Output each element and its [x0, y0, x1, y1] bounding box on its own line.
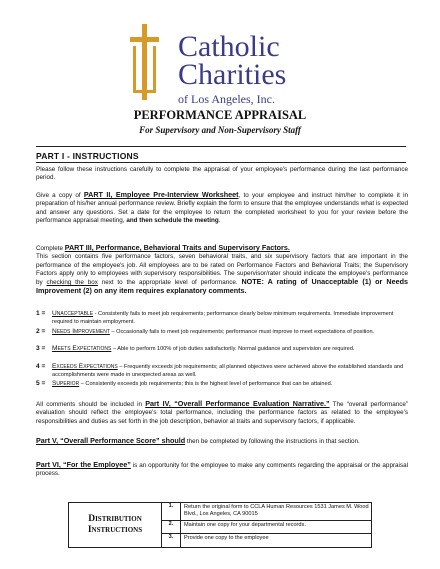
part6-paragraph: [36, 461, 408, 479]
intro-paragraph: Please follow these instructions carefully to complete the appraisal of your employee's performance during the last performance period.: [36, 166, 408, 182]
logo-text-location: of Los Angeles, Inc.: [178, 92, 275, 106]
rating-description: - Consistently fails to meet job requirements; performance clearly below minimum requirements. Immediate improvement required to maintain employment.: [52, 311, 394, 325]
distribution-label: [69, 503, 162, 547]
distribution-item-text: Return the original form to CCLA Human Resources 1531 James M. Wood Blvd., Los Angeles, CA 90015: [184, 504, 369, 517]
rating-description: – Frequently exceeds job requirements; all planned objectives were achieved above the established standards and accomplishments were made in unexpected areas as well.: [52, 364, 404, 378]
distribution-item: [162, 503, 371, 521]
rating-label: Unacceptable: [52, 310, 94, 317]
part5-reference: Part V, “Overall Performance Score” should: [36, 436, 186, 445]
rating-number: 3 =: [36, 345, 46, 352]
part6-reference: Part VI, “For the Employee”: [36, 460, 131, 469]
distribution-label-line2: Instructions: [87, 525, 143, 535]
part2-text-end: .: [218, 216, 221, 224]
part2-reference: PART II, Employee Pre-Interview Worksheet: [83, 190, 239, 199]
divider-heading: [36, 162, 406, 163]
distribution-item-text: Provide one copy to the employee: [184, 535, 269, 541]
rating-item-4: [36, 363, 408, 379]
logo-text-charities: Charities: [178, 58, 287, 91]
part2-schedule-note: and then schedule the meeting: [126, 216, 219, 224]
part5-text-body: then be completed by following the instructions in that section.: [185, 438, 360, 445]
rating-number: 2 =: [36, 328, 46, 335]
part2-paragraph: [36, 191, 408, 225]
rating-item-2: [36, 328, 408, 337]
distribution-item: [162, 534, 371, 547]
part4-reference: Part IV, “Overall Performance Evaluation Narrative.”: [145, 399, 330, 408]
part5-paragraph: [36, 437, 408, 446]
rating-description: – Occasionally fails to meet job requirements; performance must improve to meet expectations of position.: [109, 329, 375, 335]
rating-label: Exceeds Expectations: [52, 363, 118, 370]
catholic-charities-logo: [128, 22, 318, 106]
part3-checkbox-note: checking the box: [46, 279, 98, 287]
rating-label: Meets Expectations: [52, 345, 112, 352]
rating-label: Needs Improvement: [52, 328, 110, 335]
part3-rating-note: NOTE: A rating of Unacceptable (1) or Needs Improvement (2) on any item requires explanatory comments.: [36, 277, 408, 296]
rating-item-3: [36, 345, 408, 354]
distribution-item-number: 2.: [162, 521, 181, 533]
distribution-item: [162, 521, 371, 534]
part4-text-lead: All comments should be included in: [36, 401, 146, 408]
divider-top: [36, 146, 406, 147]
part3-text-lead: Complete: [36, 245, 65, 252]
logo-text-catholic: Catholic: [178, 30, 280, 63]
rating-description: – Able to perform 100% of job duties satisfactorily. Normal guidance and supervision are required.: [111, 346, 355, 352]
page-title: PERFORMANCE APPRAISAL: [133, 108, 307, 122]
distribution-item-number: 3.: [162, 534, 181, 547]
rating-number: 1 =: [36, 310, 46, 317]
rating-number: 5 =: [36, 380, 46, 387]
section-heading-part1: PART I - INSTRUCTIONS: [36, 151, 139, 161]
rating-item-1: [36, 310, 408, 326]
part4-paragraph: [36, 400, 408, 426]
part3-text-level: next to the appropriate level of performance.: [97, 279, 242, 287]
part2-text-body: , to your employee and instruct him/her to complete it in preparation of his/her annual performance review. Briefly explain the form to ensure that the employee understands what is expected and answer any questions. Set a date for the employee to return the completed worksheet to you for your review before the performance appraisal meeting,: [36, 192, 408, 224]
rating-number: 4 =: [36, 363, 46, 370]
rating-label: Superior: [52, 380, 80, 387]
part2-text-lead: Give a copy of: [36, 192, 84, 199]
cross-icon: [128, 24, 162, 102]
rating-description: – Consistently exceeds job requirements; this is the highest level of performance that can be attained.: [79, 381, 333, 387]
distribution-item-text: Maintain one copy for your departmental records.: [184, 522, 306, 528]
part4-text-body: The “overall performance” evaluation should reflect the employee's total performance, including the performance factors as related to the employee's responsibilities and duties as set forth in the job description, behavior al traits and supervisory factors, if applicable.: [36, 401, 408, 425]
part3-text-body: This section contains five performance factors, seven behavioral traits, and six supervisory factors that are important in the performance of the employee's job. All employees are to be rated on Performance Factors and Behavioral Traits; the Supervisory Factors apply only to employees with supervisory responsibilities. The supervisor/rater should indicate the employee's performance by: [36, 253, 408, 287]
distribution-label-line1: Distribution: [88, 514, 142, 524]
rating-item-5: [36, 380, 408, 389]
part3-reference: PART III, Performance, Behavioral Traits and Supervisory Factors.: [64, 243, 290, 252]
distribution-instructions-table: [68, 502, 372, 548]
part6-text-body: is an opportunity for the employee to make any comments regarding the appraisal or the appraisal process.: [36, 462, 408, 478]
distribution-item-number: 1.: [162, 503, 181, 520]
part3-paragraph: [36, 244, 408, 297]
page-subtitle: For Supervisory and Non-Supervisory Staff: [139, 125, 301, 135]
